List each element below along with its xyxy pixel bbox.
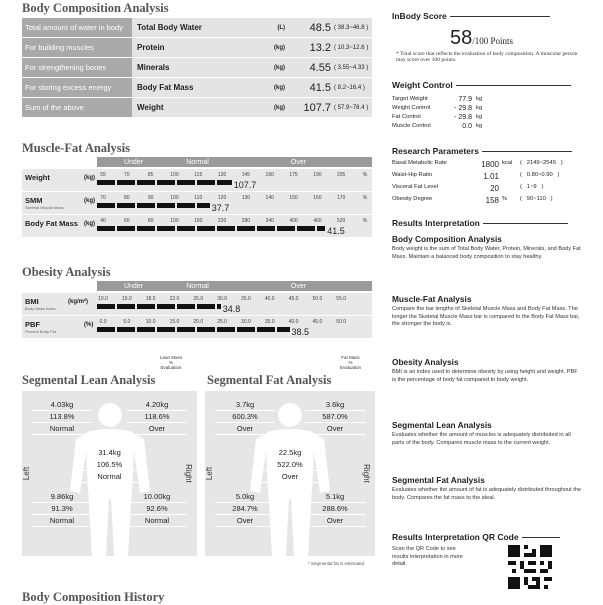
kv-unit: kg	[476, 105, 483, 111]
interpretation-text: Body weight is the sum of Total Body Water, Protein, Minerals, and Body Fat Mass. Maintain a balanced body composition to stay healthy.	[392, 246, 581, 260]
tick-label: 160	[313, 195, 322, 201]
seg-value: 3.6kg	[305, 399, 365, 411]
kv-label: Fat Control	[392, 114, 421, 120]
chart-row	[22, 215, 372, 237]
research-title-text: Research Parameters	[392, 146, 479, 156]
tick-label: 35.0	[264, 319, 275, 325]
bca-range: ( 3.55~4.33 )	[334, 64, 369, 71]
interpretation-heading: Obesity Analysis	[392, 357, 459, 367]
bca-desc: For strengthening bones	[22, 58, 132, 77]
research-row	[392, 184, 587, 193]
tick-label: 22.0	[169, 296, 180, 302]
seg-value: 288.6%	[305, 503, 365, 515]
tick-label: 100	[170, 172, 179, 178]
qr-code-icon[interactable]	[508, 545, 552, 589]
tick-label: 70	[100, 195, 106, 201]
chart-bar-value: 38.5	[291, 327, 310, 337]
bca-cell	[132, 38, 372, 57]
inbody-score-suffix: /100 Points	[472, 36, 514, 46]
bca-name: Weight	[137, 103, 164, 112]
kv-label: Weight Control	[392, 105, 431, 111]
fat-legend	[340, 355, 361, 370]
bca-range: ( 8.2~16.4 )	[334, 84, 365, 91]
seg-trunk	[80, 447, 140, 483]
legend-line: Evaluation	[340, 365, 362, 370]
research-row	[392, 196, 587, 205]
tick-label: 110	[194, 195, 203, 201]
seg-value: Normal	[32, 423, 92, 435]
side-label-left: Left	[22, 466, 32, 481]
seg-right-leg	[127, 491, 187, 527]
legend-line: Fat Mass	[341, 355, 360, 360]
seg-value: 9.86kg	[32, 491, 92, 503]
tick-label: 280	[241, 218, 251, 224]
seg-value: Over	[305, 515, 365, 527]
bca-row	[22, 58, 372, 78]
seg-value: 5.1kg	[305, 491, 365, 503]
bca-name: Total Body Water	[137, 23, 202, 32]
obesity-chart	[22, 281, 372, 341]
bca-row	[22, 18, 372, 38]
research-title	[392, 146, 572, 156]
legend-line: %	[348, 360, 353, 365]
bca-unit: (kg)	[274, 64, 285, 71]
tick-label: 85	[147, 172, 154, 178]
seg-value: 284.7%	[215, 503, 275, 515]
divider	[522, 537, 560, 538]
bca-desc: For storing excess energy	[22, 78, 132, 97]
seg-right-arm	[305, 399, 365, 435]
legend-line: Lean Mass	[160, 355, 183, 360]
tick-label: 130	[241, 195, 251, 201]
side-label-right: Right	[183, 464, 193, 483]
tick-label: 150	[289, 195, 298, 201]
chart-bar-value: 37.7	[211, 203, 230, 213]
bca-desc: Total amount of water in body	[22, 18, 132, 37]
tick-label: 60	[124, 218, 130, 224]
bca-range: ( 10.3~12.6 )	[334, 44, 369, 51]
bca-value: 41.5	[309, 81, 331, 94]
chart-row	[22, 293, 372, 315]
chart-row-sublabel: Body Mass Index	[25, 306, 56, 311]
inbody-score-value: 58	[450, 27, 473, 49]
chart-bar	[97, 203, 210, 208]
interpretation-heading: Segmental Fat Analysis	[392, 475, 485, 485]
lean-legend	[160, 355, 182, 370]
tick-label: 520	[337, 218, 346, 224]
qr-title-text: Results Interpretation QR Code	[392, 532, 519, 542]
interpretation-text: BMI is an index used to determine obesity by using height and weight. PBF is the percentage of body fat compared to body weight.	[392, 369, 578, 383]
divider	[483, 223, 568, 224]
chart-ticks	[97, 296, 372, 303]
chart-row-sublabel: Percent Body Fat	[25, 329, 56, 334]
tick-label: 70	[124, 172, 130, 178]
seg-value: 91.3%	[32, 503, 92, 515]
weight-control-row	[392, 123, 587, 130]
tick-label: 220	[217, 218, 227, 224]
seg-value: Over	[260, 471, 320, 483]
tick-label: 140	[265, 195, 274, 201]
kv-unit: kcal	[502, 160, 513, 166]
divider	[450, 16, 550, 17]
weight-control-row	[392, 114, 587, 121]
bca-unit: (kg)	[274, 44, 285, 51]
tick-label: 130	[217, 172, 227, 178]
tick-label: 55.0	[336, 296, 347, 302]
chart-bar	[97, 180, 232, 185]
seg-value: 118.6%	[127, 411, 187, 423]
chart-ticks	[97, 195, 372, 202]
tick-label: 10.0	[98, 296, 108, 302]
tick-label: 120	[217, 195, 227, 201]
seg-value: Normal	[32, 515, 92, 527]
bca-row	[22, 98, 372, 118]
kv-label: Waist-Hip Ratio	[392, 172, 433, 178]
kv-value: 77.9	[458, 96, 472, 103]
tick-label: 10.0	[145, 319, 156, 325]
tick-label: 40.0	[264, 296, 275, 302]
seg-left-leg	[215, 491, 275, 527]
tick-label: 100	[170, 195, 179, 201]
seg-value: Over	[215, 423, 275, 435]
seg-value: 600.3%	[215, 411, 275, 423]
interpretation-heading: Segmental Lean Analysis	[392, 420, 492, 430]
tick-label: 175	[289, 172, 298, 178]
bca-unit: (kg)	[274, 84, 285, 91]
chart-row-unit: (kg/m²)	[68, 299, 88, 305]
chart-header: Over	[225, 281, 373, 291]
interpretation-heading: Body Composition Analysis	[392, 234, 502, 244]
tick-label: 400	[289, 218, 298, 224]
seg-right-leg	[305, 491, 365, 527]
kv-value: 158	[485, 196, 499, 205]
chart-row-label	[25, 173, 50, 182]
seg-value: 106.5%	[80, 459, 140, 471]
bca-name: Minerals	[137, 63, 170, 72]
chart-header: Over	[225, 157, 373, 167]
chart-row-label-text: Body Fat Mass	[25, 219, 78, 228]
tick-label: %	[362, 195, 368, 201]
tick-label: 80	[147, 218, 154, 224]
chart-row-label-text: BMI	[25, 297, 39, 306]
chart-row-unit: (%)	[84, 322, 94, 328]
kv-range: ( 2149~2545 )	[520, 160, 563, 166]
bca-range: ( 57.9~78.4 )	[334, 104, 369, 111]
divider	[482, 151, 572, 152]
interpretation-title	[392, 218, 568, 228]
body-composition-title: Body Composition Analysis	[22, 1, 169, 15]
kv-label: Basal Metabolic Rate	[392, 160, 447, 166]
seg-value: 587.0%	[305, 411, 365, 423]
kv-value: 1.01	[483, 172, 499, 181]
chart-row-unit: (kg)	[84, 175, 95, 181]
segmental-lean-panel	[22, 391, 197, 556]
tick-label: 30.0	[241, 319, 251, 325]
bca-range: ( 38.3~46.8 )	[334, 24, 369, 31]
chart-row	[22, 169, 372, 191]
muscle-fat-chart	[22, 157, 372, 239]
interpretation-title-text: Results Interpretation	[392, 218, 480, 228]
bca-value: 13.2	[309, 41, 331, 54]
chart-bar	[97, 304, 221, 309]
seg-right-arm	[127, 399, 187, 435]
tick-label: 15.0	[169, 319, 180, 325]
chart-ticks	[97, 172, 372, 179]
kv-unit: kg	[476, 123, 483, 129]
bca-cell	[132, 18, 372, 37]
interpretation-text: Compare the bar lengths of Skeletal Muscle Mass and Body Fat Mass. The longer the Skeletal Muscle Mass bar is compared to the Body Fat Mass bar, the stronger the body is.	[392, 306, 580, 328]
tick-label: 40.0	[288, 319, 299, 325]
tick-label: 30.0	[217, 296, 227, 302]
bca-value: 48.5	[309, 21, 331, 34]
bca-cell	[132, 98, 372, 117]
tick-label: 25.0	[193, 296, 204, 302]
research-row	[392, 160, 587, 169]
tick-label: 45.0	[288, 296, 299, 302]
segmental-fat-panel	[205, 391, 375, 556]
bca-desc: Sum of the above	[22, 98, 132, 117]
weight-control-row	[392, 105, 587, 112]
seg-value: 4.20kg	[127, 399, 187, 411]
muscle-fat-title: Muscle-Fat Analysis	[22, 141, 130, 155]
tick-label: %	[362, 172, 368, 178]
seg-value: 113.8%	[32, 411, 92, 423]
kv-range: ( 1~9 )	[520, 184, 544, 190]
chart-row-label-text: PBF	[25, 320, 40, 329]
tick-label: 100	[170, 218, 179, 224]
tick-label: 160	[265, 172, 274, 178]
tick-label: 80	[124, 195, 130, 201]
tick-label: 90	[147, 195, 154, 201]
kv-value: - 29.8	[454, 105, 472, 112]
chart-ticks	[97, 218, 372, 225]
kv-label: Muscle Control	[392, 123, 431, 129]
seg-value: 31.4kg	[80, 447, 140, 459]
seg-value: 22.5kg	[260, 447, 320, 459]
bca-desc: For building muscles	[22, 38, 132, 57]
bca-cell	[132, 78, 372, 97]
tick-label: 5.0	[123, 319, 131, 325]
chart-header: Under	[97, 157, 171, 167]
chart-row-label	[25, 196, 64, 210]
tick-label: 25.0	[217, 319, 227, 325]
tick-label: 170	[337, 195, 346, 201]
kv-range: ( 0.80~0.90 )	[520, 172, 560, 178]
seg-left-arm	[215, 399, 275, 435]
segmental-fat-title: Segmental Fat Analysis	[207, 373, 332, 387]
tick-label: 50.0	[336, 319, 347, 325]
kv-label: Target Weight	[392, 96, 428, 102]
kv-unit: kg	[476, 96, 483, 102]
bca-row	[22, 78, 372, 98]
tick-label: 115	[194, 172, 203, 178]
seg-value: 5.0kg	[215, 491, 275, 503]
seg-left-leg	[32, 491, 92, 527]
legend-line: Evaluation	[160, 365, 182, 370]
kv-value: 0.0	[462, 123, 472, 130]
seg-value: Normal	[80, 471, 140, 483]
seg-left-arm	[32, 399, 92, 435]
seg-value: 92.6%	[127, 503, 187, 515]
chart-bar	[97, 226, 325, 231]
kv-unit: kg	[476, 114, 483, 120]
weight-control-title-text: Weight Control	[392, 80, 453, 90]
bca-unit: (kg)	[274, 104, 285, 111]
seg-value: Over	[305, 423, 365, 435]
bca-value: 107.7	[303, 101, 331, 114]
kv-range: ( 90~110 )	[520, 196, 553, 202]
side-label-left: Left	[205, 466, 215, 481]
inbody-score-title	[392, 11, 550, 21]
tick-label: 145	[241, 172, 251, 178]
chart-bar-value: 107.7	[233, 180, 257, 190]
tick-label: 340	[265, 218, 274, 224]
chart-bar-value: 41.5	[327, 226, 345, 236]
seg-trunk	[260, 447, 320, 483]
tick-label: 50.0	[312, 296, 323, 302]
kv-value: 1800	[481, 160, 499, 169]
chart-row-label-text: Weight	[25, 173, 50, 182]
bca-unit: (L)	[277, 24, 285, 31]
seg-value: 10.00kg	[127, 491, 187, 503]
tick-label: 460	[313, 218, 322, 224]
chart-bar	[97, 327, 290, 332]
seg-value: 522.0%	[260, 459, 320, 471]
seg-value: Over	[215, 515, 275, 527]
inbody-score	[450, 27, 513, 50]
chart-header: Normal	[170, 157, 226, 167]
kv-unit	[499, 172, 520, 181]
tick-label: %	[362, 218, 368, 224]
chart-row-label	[25, 219, 78, 228]
weight-control-row	[392, 96, 587, 103]
chart-ticks	[97, 319, 372, 326]
tick-label: 0.0	[99, 319, 107, 325]
history-title: Body Composition History	[22, 590, 165, 604]
qr-title	[392, 532, 560, 542]
tick-label: 18.5	[145, 296, 156, 302]
kv-value: - 29.8	[454, 114, 472, 121]
research-row	[392, 172, 587, 181]
segmental-fat-note: * Segmental fat is estimated.	[308, 561, 366, 566]
chart-row-label-text: SMM	[25, 196, 43, 205]
tick-label: 190	[313, 172, 322, 178]
tick-label: 55	[100, 172, 106, 178]
chart-bar-value: 34.8	[222, 304, 241, 314]
chart-row-sublabel: Skeletal Muscle Mass	[25, 205, 64, 210]
chart-row-unit: (kg)	[84, 198, 95, 204]
chart-row	[22, 316, 372, 338]
chart-row-label	[25, 297, 56, 311]
chart-row-unit: (kg)	[84, 221, 95, 227]
seg-value: 3.7kg	[215, 399, 275, 411]
kv-value: 20	[490, 184, 499, 193]
seg-value: Over	[127, 423, 187, 435]
chart-header: Normal	[170, 281, 226, 291]
bca-cell	[132, 58, 372, 77]
inbody-score-note: * Total score that reflects the evaluation of body composition. A muscular person may score over 100 points.	[396, 51, 578, 64]
chart-row-label	[25, 320, 56, 334]
bca-name: Body Fat Mass	[137, 83, 194, 92]
chart-row	[22, 192, 372, 214]
bca-row	[22, 38, 372, 58]
seg-value: 4.03kg	[32, 399, 92, 411]
kv-label: Visceral Fat Level	[392, 184, 438, 190]
tick-label: 205	[337, 172, 346, 178]
side-label-right: Right	[361, 464, 371, 483]
kv-label: Obesity Degree	[392, 196, 433, 202]
inbody-score-title-text: InBody Score	[392, 11, 447, 21]
kv-unit: %	[502, 196, 508, 202]
weight-control-title	[392, 80, 571, 90]
interpretation-text: Evaluates whether the amount of fat is adequately distributed throughout the body. Compares the fat mass to the ideal.	[392, 487, 582, 501]
seg-value: Normal	[127, 515, 187, 527]
segmental-lean-title: Segmental Lean Analysis	[22, 373, 156, 387]
bca-value: 4.55	[309, 61, 331, 74]
legend-line: %	[169, 360, 174, 365]
interpretation-heading: Muscle-Fat Analysis	[392, 294, 472, 304]
tick-label: 160	[194, 218, 203, 224]
tick-label: 15.0	[121, 296, 132, 302]
tick-label: 35.0	[241, 296, 251, 302]
interpretation-text: Evaluates whether the amount of muscles is adequately distributed in all parts of the body. Compares muscle mass to the current weight.	[392, 432, 571, 446]
tick-label: 20.0	[193, 319, 204, 325]
chart-header: Under	[97, 281, 171, 291]
body-composition-table	[22, 18, 372, 118]
bca-name: Protein	[137, 43, 165, 52]
qr-text: Scan the QR Code to see results interpretation in more detail.	[392, 546, 463, 568]
tick-label: 45.0	[312, 319, 323, 325]
divider	[456, 85, 571, 86]
kv-unit	[499, 184, 520, 193]
tick-label: 40	[100, 218, 106, 224]
obesity-title: Obesity Analysis	[22, 265, 111, 279]
